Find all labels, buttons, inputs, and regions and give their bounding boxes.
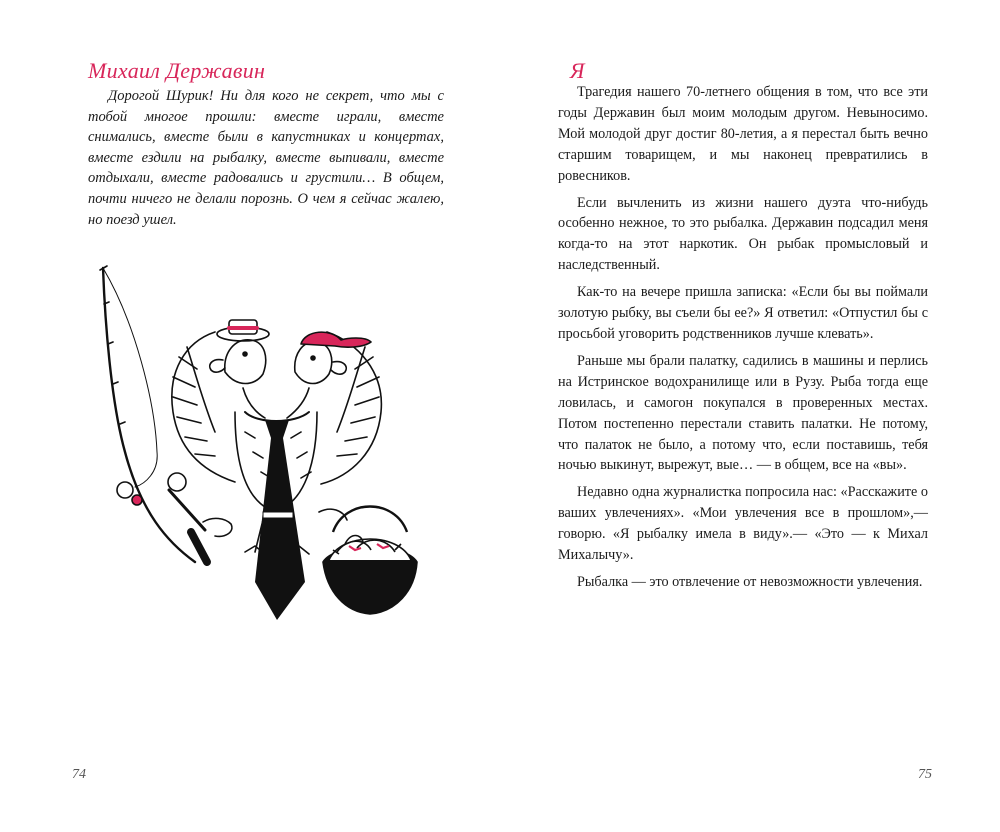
author-heading: Михаил Державин (88, 58, 266, 83)
article-body (558, 82, 928, 599)
page-number: 74 (72, 767, 86, 782)
paragraph: Как-то на вечере пришла записка: «Если бы вы поймали золотую рыбку, вы съели бы ее?» Я ответил: «Отпустил бы с просьбой уговорить родственников лучше клевать». (558, 284, 928, 342)
paragraph: Недавно одна журналистка попросила нас: «Расскажите о ваших увлечениях». «Мои увлечения все в прошлом»,— говорю. «Я рыбалку имела в виду».— «Это — к Михал Михалычу». (558, 484, 928, 564)
paragraph: Рыбалка — это отвлечение от невозможности увлечения. (577, 573, 923, 590)
eagle-illustration-icon (95, 262, 425, 642)
paragraph: Раньше мы брали палатку, садились в машины и перлись на Истринское водохранилище или в Рузу. Рыба тогда еще ловилась, и самогон покупался в проверенных местах. Потом постепенно перестали ставить палатки. Не потому, что палаток не было, а потому что, если поставишь, тебя ночью выкинут, вырежут, вые… — в общем, все на «вы». (558, 352, 928, 474)
section-heading: Я (570, 58, 585, 83)
page-number: 75 (918, 767, 932, 782)
letter-text: Дорогой Шурик! Ни для кого не секрет, что мы с тобой многое прошли: вместе играли, вместе снимались, вместе были в капустниках и концертах, вместе ездили на рыбалку, вместе выпивали, вместе отдыхали, вместе радовались и грустили… В общем, почти ничего не делали порознь. О чем я сейчас жалею, но поезд ушел. (88, 88, 444, 228)
paragraph: Если вычленить из жизни нашего дуэта что-нибудь особенно нежное, то это рыбалка. Державин подсадил меня когда-то на этот наркотик. Он рыбак промысловый и наследственный. (558, 194, 928, 274)
paragraph: Трагедия нашего 70-летнего общения в том, что все эти годы Державин был моим молодым другом. Невыносимо. Мой молодой друг достиг 80-летия, а я перестал быть вечно старшим товарищем, и мы наконец превратились в ровесников. (558, 84, 928, 184)
right-page (500, 0, 1000, 832)
